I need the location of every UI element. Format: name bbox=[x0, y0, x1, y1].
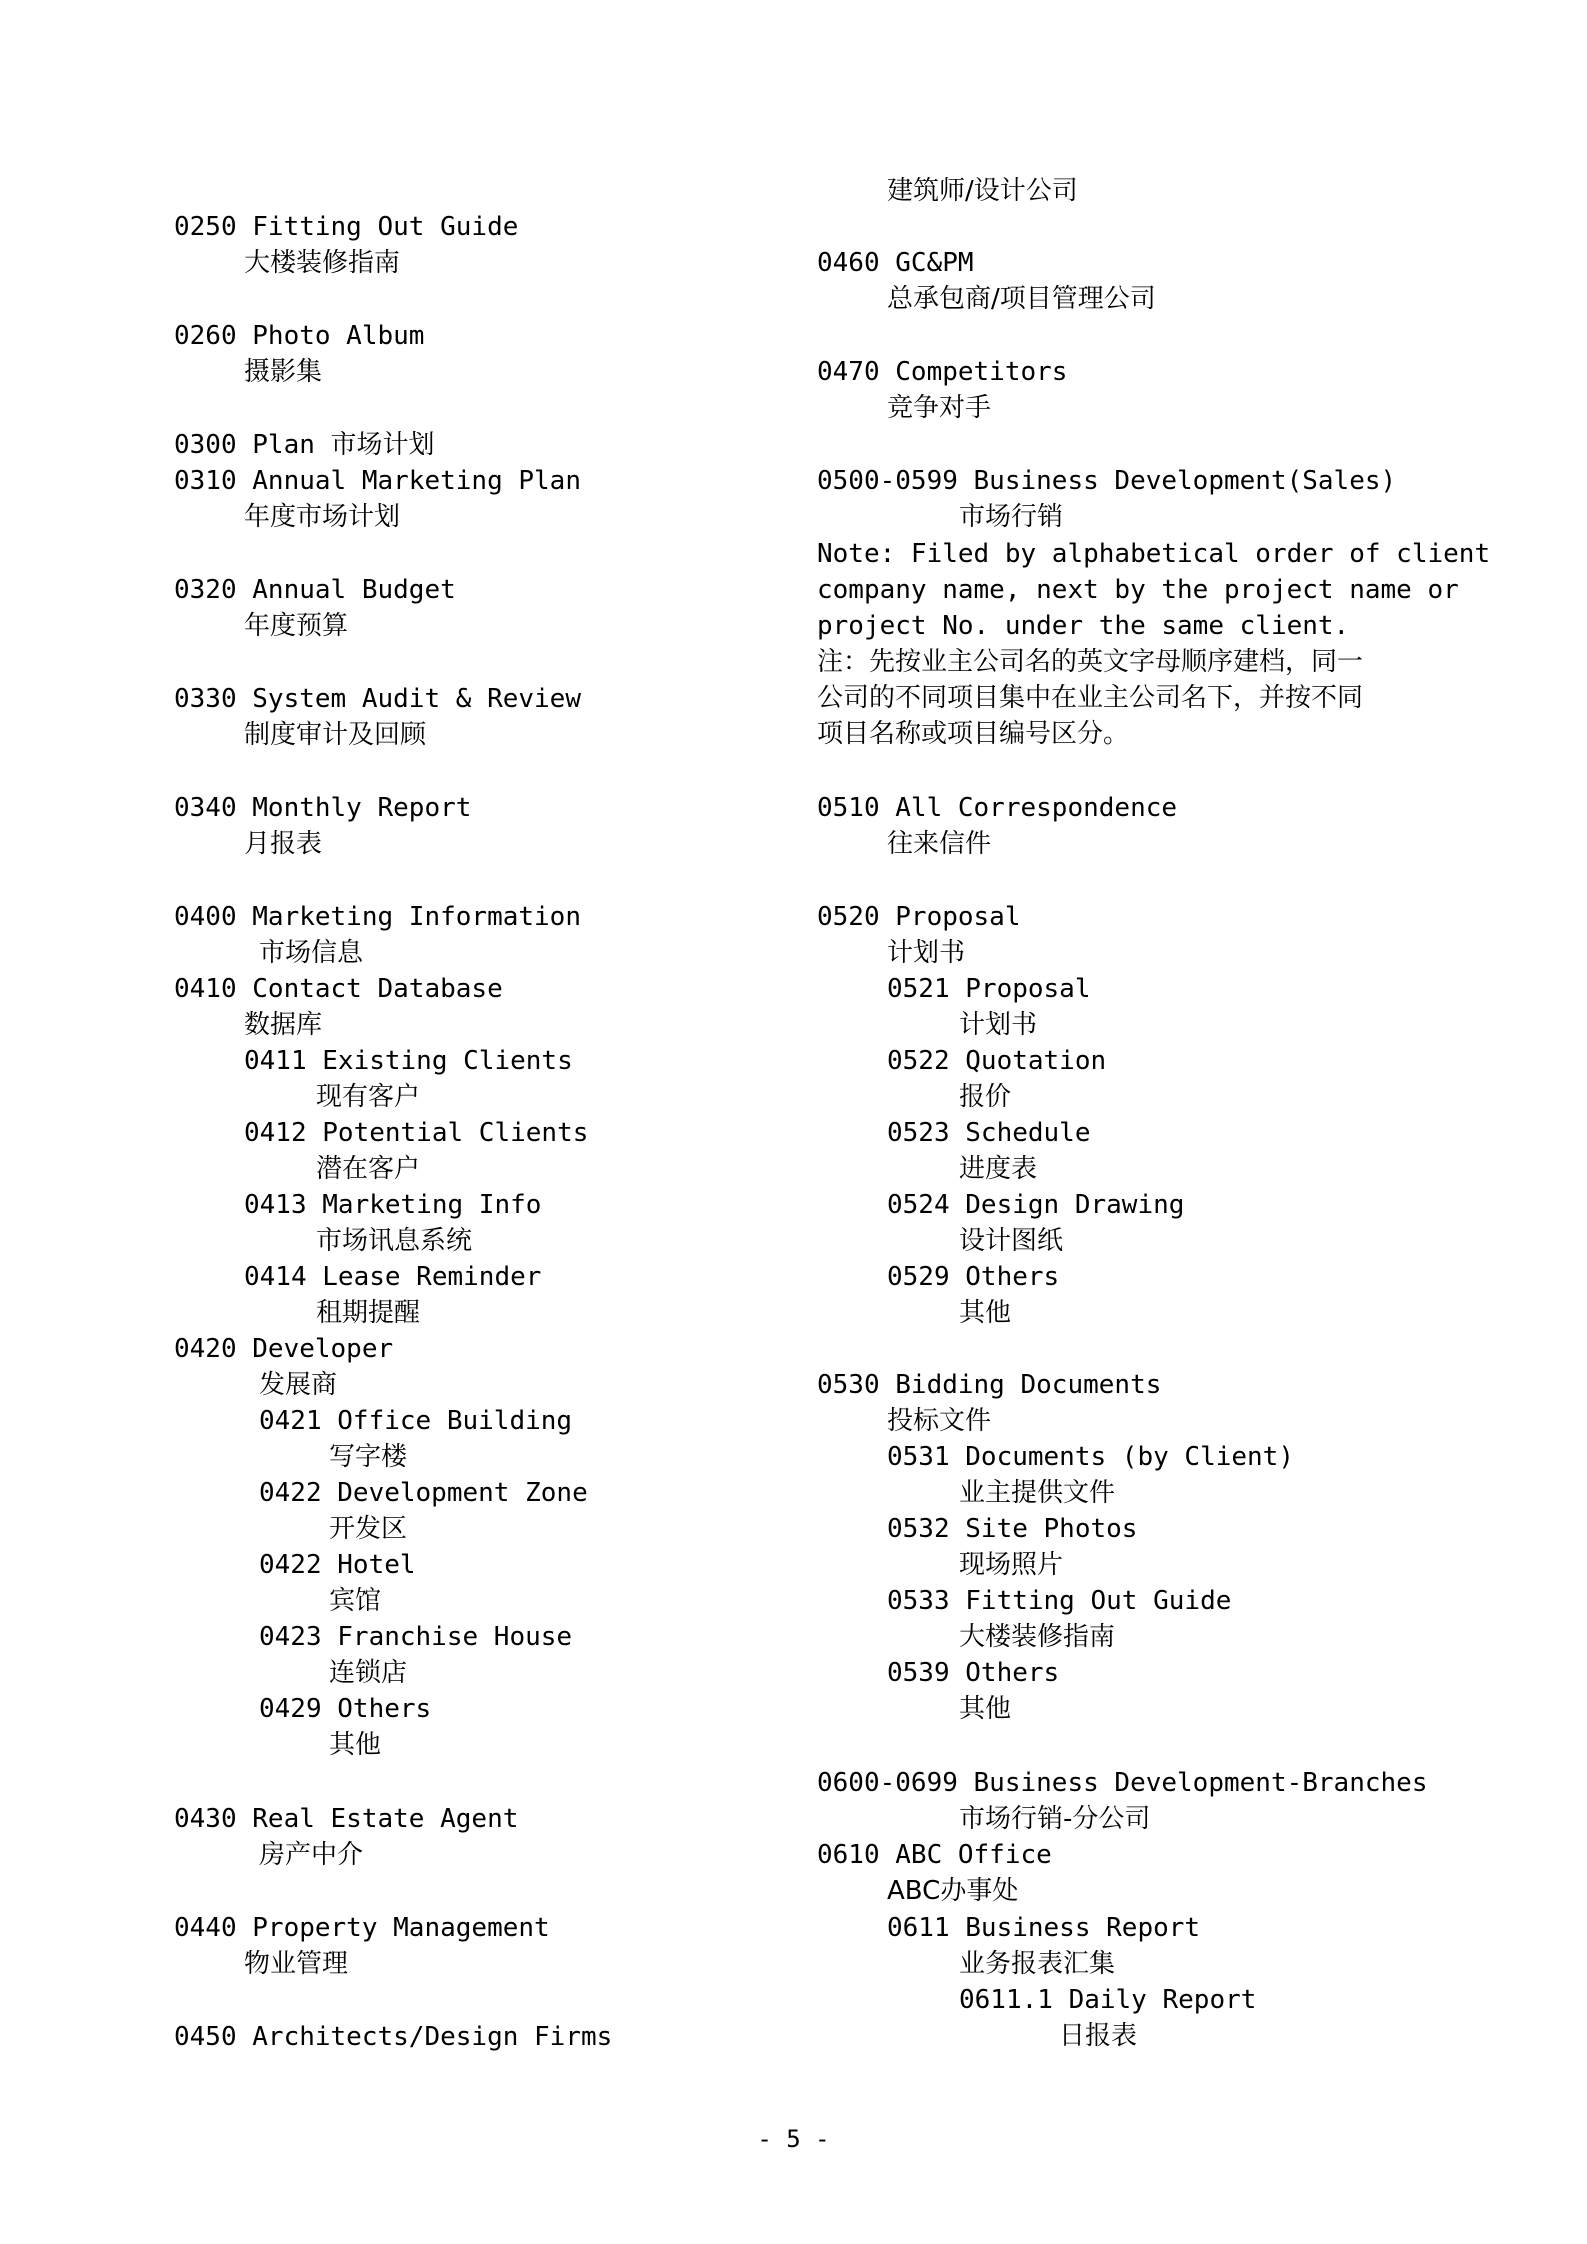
entry-code-line: 0422 Hotel bbox=[259, 1550, 416, 1580]
entry-chinese-line: 业主提供文件 bbox=[959, 1478, 1116, 1508]
entry-chinese-line: 开发区 bbox=[329, 1514, 408, 1544]
entry-code-line: 0412 Potential Clients bbox=[244, 1118, 589, 1148]
entry-chinese-line: 数据库 bbox=[244, 1010, 323, 1040]
entry-code-line: 0411 Existing Clients bbox=[244, 1046, 573, 1076]
entry-chinese-line: ABC办事处 bbox=[887, 1876, 1019, 1906]
entry-code-line: 0413 Marketing Info bbox=[244, 1190, 542, 1220]
entry-code-line: 0460 GC&PM bbox=[817, 248, 974, 278]
entry-chinese-line: 竞争对手 bbox=[887, 393, 992, 423]
entry-code-line: 0429 Others bbox=[259, 1694, 432, 1724]
entry-chinese-line: 物业管理 bbox=[244, 1949, 349, 1979]
entry-chinese-line: 发展商 bbox=[259, 1370, 338, 1400]
note-chinese-line: 项目名称或项目编号区分。 bbox=[817, 719, 1130, 749]
entry-code-line: 0600-0699 Business Development-Branches bbox=[817, 1768, 1428, 1798]
entry-chinese-line: 往来信件 bbox=[887, 829, 992, 859]
entry-code-line: 0531 Documents (by Client) bbox=[887, 1442, 1294, 1472]
entry-code-line: 0400 Marketing Information bbox=[174, 902, 581, 932]
entry-chinese-line: 潜在客户 bbox=[316, 1154, 421, 1184]
entry-code-line: 0500-0599 Business Development(Sales) bbox=[817, 466, 1397, 496]
entry-code-line: 0410 Contact Database bbox=[174, 974, 503, 1004]
entry-chinese-line: 大楼装修指南 bbox=[244, 248, 401, 278]
entry-code-line: 0524 Design Drawing bbox=[887, 1190, 1185, 1220]
entry-code-line: 0470 Competitors bbox=[817, 357, 1068, 387]
entry-chinese-line: 计划书 bbox=[887, 938, 966, 968]
entry-chinese-line: 投标文件 bbox=[887, 1406, 992, 1436]
entry-code-line: 0423 Franchise House bbox=[259, 1622, 573, 1652]
entry-chinese-line: 制度审计及回顾 bbox=[244, 720, 427, 750]
entry-chinese-line: 建筑师/设计公司 bbox=[887, 176, 1078, 206]
entry-chinese-line: 计划书 bbox=[959, 1010, 1038, 1040]
entry-code-line: 0250 Fitting Out Guide bbox=[174, 212, 519, 242]
entry-chinese-line: 市场行销-分公司 bbox=[959, 1804, 1151, 1834]
entry-chinese-line: 市场信息 bbox=[259, 938, 364, 968]
note-line: company name, next by the project name or bbox=[817, 575, 1459, 605]
entry-chinese-line: 月报表 bbox=[244, 829, 323, 859]
entry-code-line: 0523 Schedule bbox=[887, 1118, 1091, 1148]
entry-chinese-line: 总承包商/项目管理公司 bbox=[887, 284, 1156, 314]
entry-chinese-line: 其他 bbox=[959, 1298, 1012, 1328]
entry-code-line: 0422 Development Zone bbox=[259, 1478, 588, 1508]
entry-chinese-line: 大楼装修指南 bbox=[959, 1622, 1116, 1652]
note-chinese-line: 公司的不同项目集中在业主公司名下，并按不同 bbox=[817, 683, 1364, 713]
entry-code-line: 0421 Office Building bbox=[259, 1406, 573, 1436]
entry-code-line: 0522 Quotation bbox=[887, 1046, 1107, 1076]
entry-chinese-line: 市场讯息系统 bbox=[316, 1226, 473, 1256]
entry-chinese-line: 其他 bbox=[329, 1730, 382, 1760]
entry-code-line: 0414 Lease Reminder bbox=[244, 1262, 542, 1292]
entry-chinese-line: 现场照片 bbox=[959, 1550, 1064, 1580]
entry-code-line: 0430 Real Estate Agent bbox=[174, 1804, 519, 1834]
entry-code-line: 0529 Others bbox=[887, 1262, 1060, 1292]
entry-chinese-line: 市场行销 bbox=[959, 502, 1064, 532]
entry-chinese-line: 现有客户 bbox=[316, 1082, 421, 1112]
entry-code-line: 0539 Others bbox=[887, 1658, 1060, 1688]
entry-chinese-line: 摄影集 bbox=[244, 357, 323, 387]
entry-chinese-line: 连锁店 bbox=[329, 1658, 408, 1688]
entry-code-line: 0533 Fitting Out Guide bbox=[887, 1586, 1232, 1616]
entry-code-line: 0340 Monthly Report bbox=[174, 793, 472, 823]
entry-code-line: 0510 All Correspondence bbox=[817, 793, 1178, 823]
entry-chinese-line: 日报表 bbox=[1059, 2021, 1138, 2051]
entry-chinese-line: 报价 bbox=[959, 1082, 1012, 1112]
entry-chinese-line: 写字楼 bbox=[329, 1442, 408, 1472]
entry-code-line: 0260 Photo Album bbox=[174, 321, 425, 351]
entry-chinese-line: 业务报表汇集 bbox=[959, 1949, 1116, 1979]
entry-code-line: 0530 Bidding Documents bbox=[817, 1370, 1162, 1400]
entry-chinese-line: 年度市场计划 bbox=[244, 502, 401, 532]
entry-code-line: 0521 Proposal bbox=[887, 974, 1091, 1004]
entry-code-line: 0610 ABC Office bbox=[817, 1840, 1052, 1870]
note-line: Note: Filed by alphabetical order of client bbox=[817, 539, 1491, 569]
entry-code-line: 0611.1 Daily Report bbox=[959, 1985, 1257, 2015]
entry-code-line: 0520 Proposal bbox=[817, 902, 1021, 932]
entry-code-line: 0310 Annual Marketing Plan bbox=[174, 466, 581, 496]
entry-chinese-line: 房产中介 bbox=[259, 1840, 364, 1870]
entry-code-line: 0532 Site Photos bbox=[887, 1514, 1138, 1544]
entry-chinese-line: 年度预算 bbox=[244, 611, 349, 641]
entry-chinese-line: 进度表 bbox=[959, 1154, 1038, 1184]
entry-code-line: 0420 Developer bbox=[174, 1334, 394, 1364]
note-chinese-line: 注：先按业主公司名的英文字母顺序建档，同一 bbox=[817, 647, 1364, 677]
entry-code-line: 0330 System Audit & Review bbox=[174, 684, 581, 714]
entry-chinese-line: 宾馆 bbox=[329, 1586, 382, 1616]
entry-chinese-line: 设计图纸 bbox=[959, 1226, 1064, 1256]
entry-code-line: 0300 Plan 市场计划 bbox=[174, 430, 435, 460]
note-line: project No. under the same client. bbox=[817, 611, 1350, 641]
entry-chinese-line: 租期提醒 bbox=[316, 1298, 421, 1328]
entry-code-line: 0320 Annual Budget bbox=[174, 575, 456, 605]
page-number: - 5 - bbox=[757, 2125, 830, 2153]
entry-chinese-line: 其他 bbox=[959, 1694, 1012, 1724]
entry-code-line: 0611 Business Report bbox=[887, 1913, 1201, 1943]
entry-code-line: 0450 Architects/Design Firms bbox=[174, 2022, 613, 2052]
entry-code-line: 0440 Property Management bbox=[174, 1913, 550, 1943]
